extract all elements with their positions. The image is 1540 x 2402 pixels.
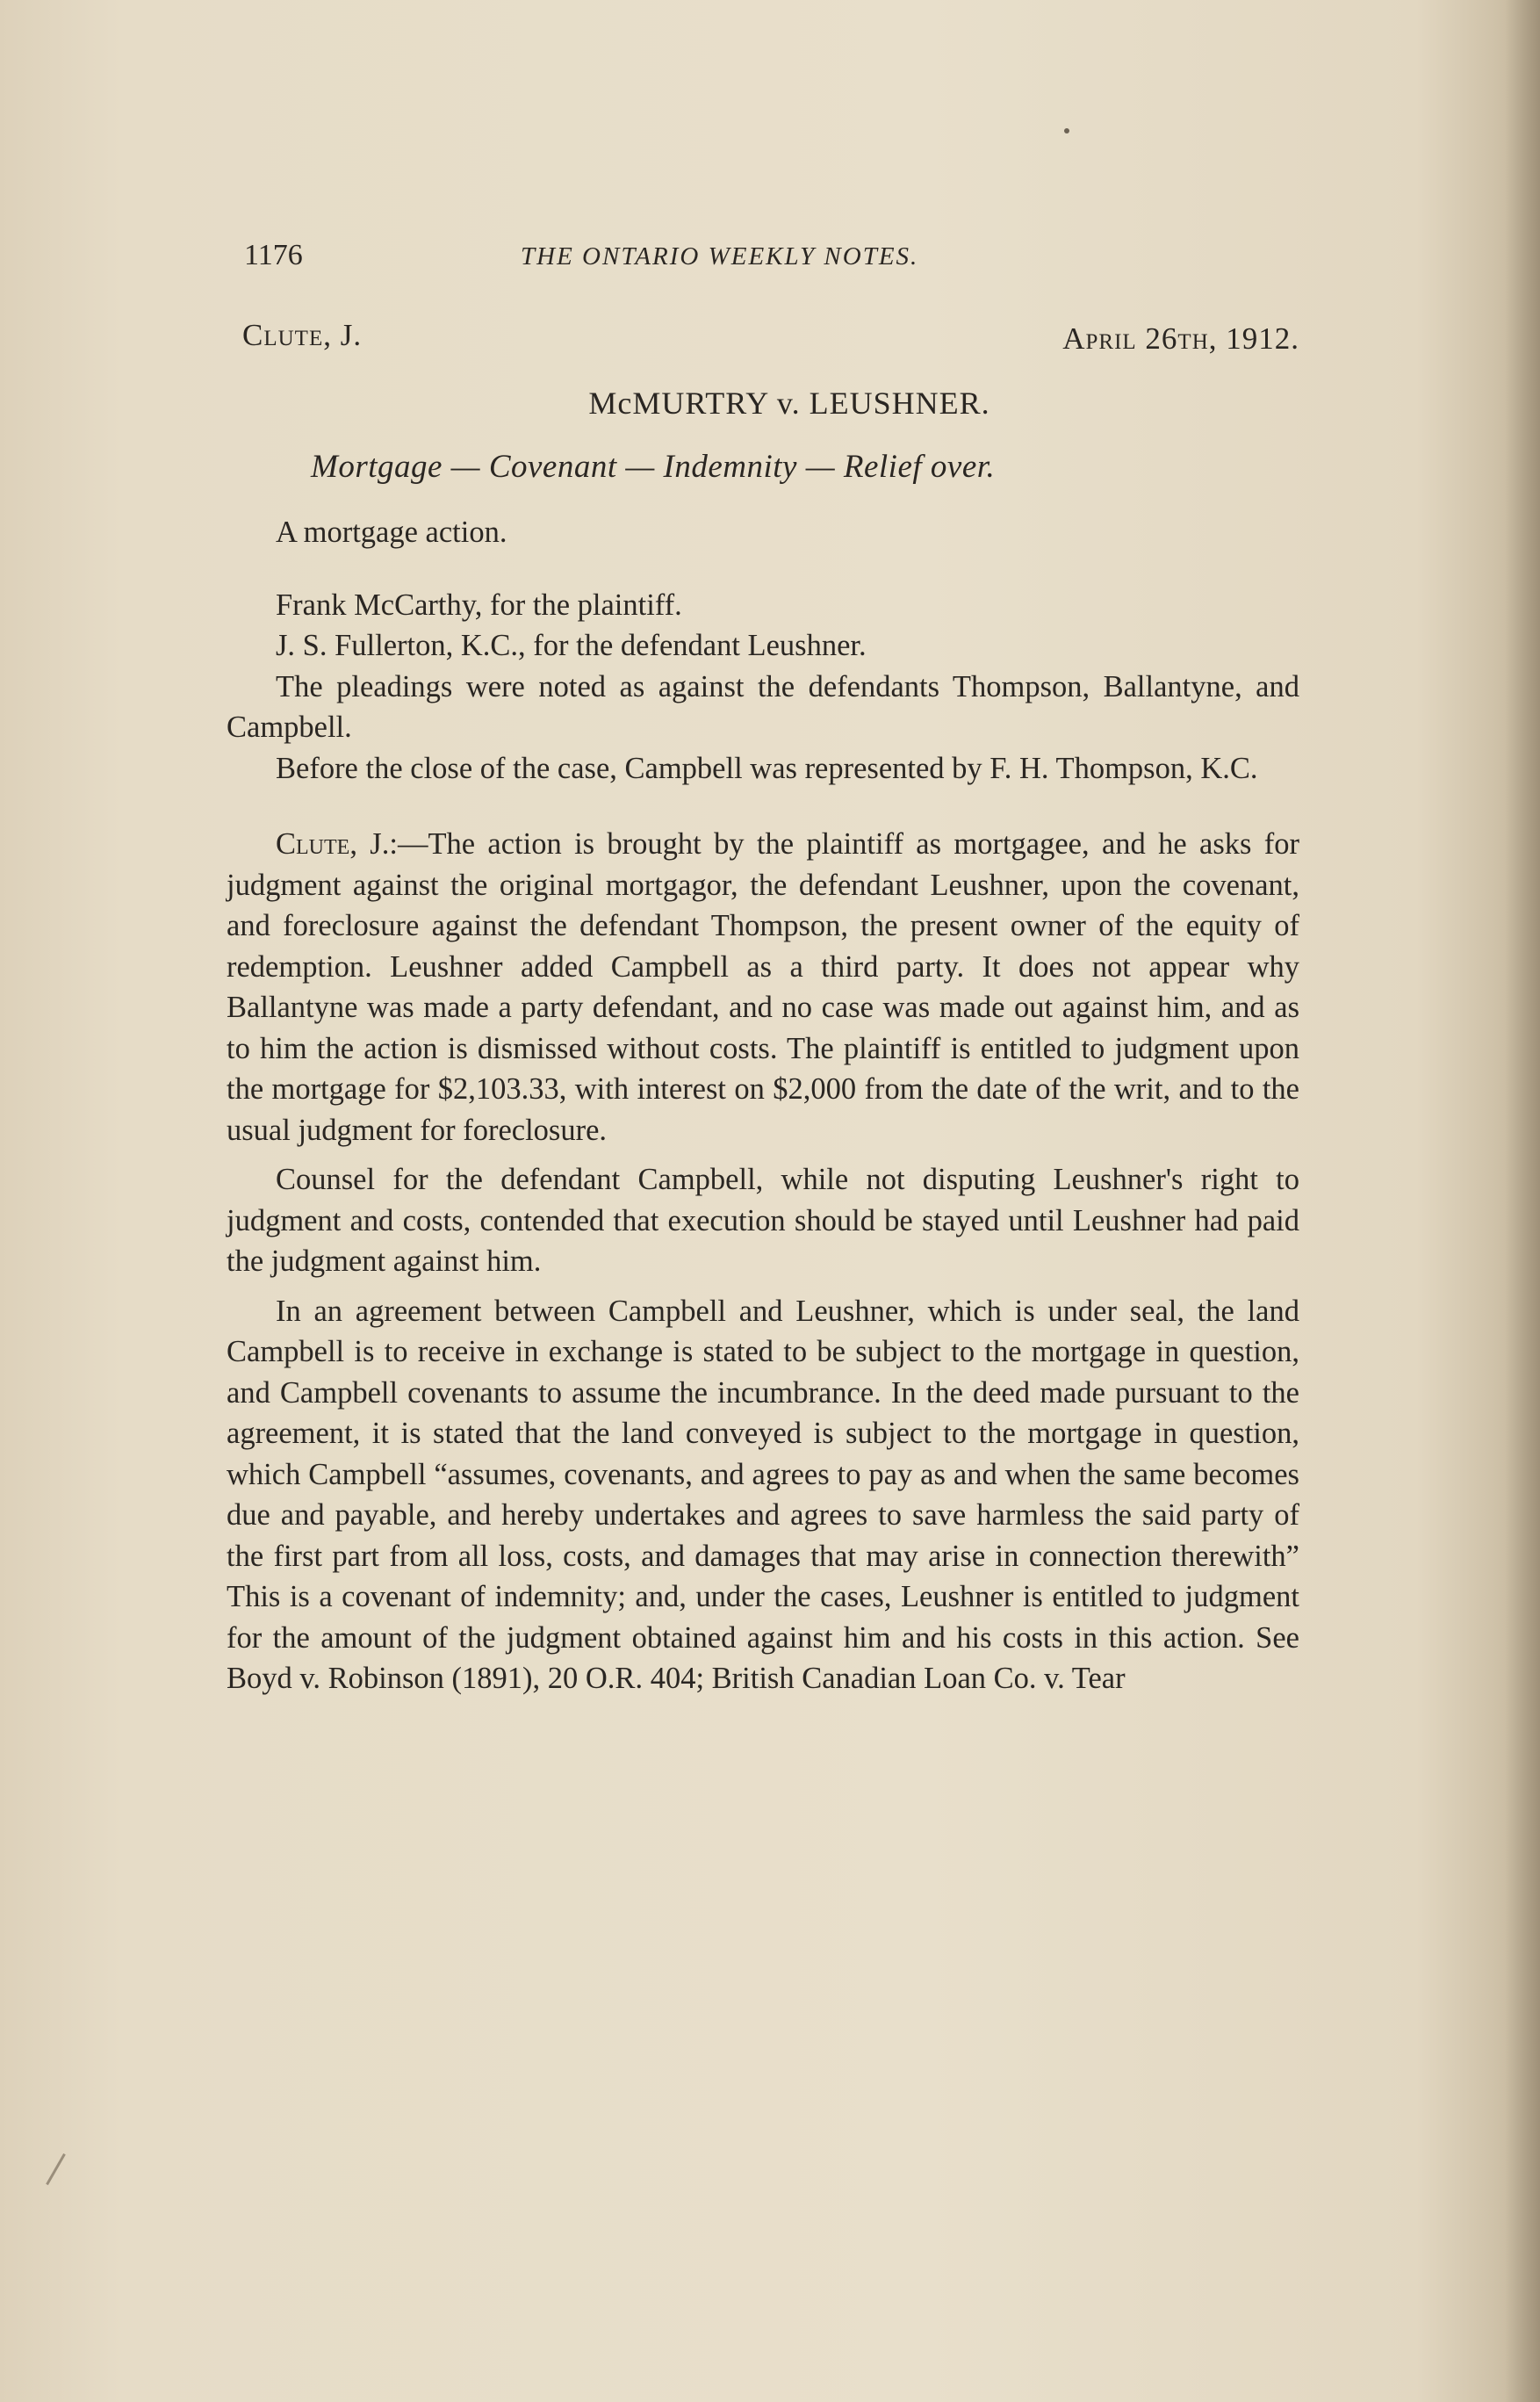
- judgment-paragraph-1-text: :—The action is brought by the plaintiff as mortgagee, and he asks for judgment against the original mortgagor, the defendant Leushner, upon the covenant, and foreclosure against the defendant Thompson, the present owner of the equity of redemption. Leushner added Campbell as a third party. It does not appear why Ballantyne was made a party defendant, and no case was made out against him, and as to him the action is dismissed without costs. The plaintiff is entitled to judgment upon the mortgage for $2,103.33, with interest on $2,000 from the date of the writ, and to the usual judgment for foreclosure.: [227, 827, 1300, 1147]
- decision-date: April 26th, 1912.: [1062, 321, 1299, 356]
- counsel-plaintiff: Frank McCarthy, for the plaintiff.: [276, 588, 682, 622]
- counsel-defendant: J. S. Fullerton, K.C., for the defendant Leushner.: [276, 629, 867, 662]
- judge-date-line: [227, 318, 1299, 371]
- judgment-paragraph-3: In an agreement between Campbell and Leushner, which is under seal, the land Campbell is to receive in exchange is stated to be subject to the mortgage in question, and Campbell covenants to assume the incumbrance. In the deed made pursuant to the agreement, it is stated that the land conveyed is subject to the mortgage in question, which Campbell “assumes, covenants, and agrees to pay as and when the same becomes due and payable, and hereby undertakes and agrees to save harmless the said party of the first part from all loss, costs, and damages that may arise in connection therewith” This is a covenant of indemnity; and, under the cases, Leushner is entitled to judgment for the amount of the judgment obtained against him and his costs in this action. See Boyd v. Robinson (1891), 20 O.R. 404; British Canadian Loan Co. v. Tear: [227, 1294, 1299, 1695]
- representation-note: Before the close of the case, Campbell was represented by F. H. Thompson, K.C.: [276, 751, 1258, 785]
- headnote: Mortgage — Covenant — Indemnity — Relief over.: [311, 449, 996, 485]
- page-content: [227, 230, 1299, 1699]
- action-description: A mortgage action.: [276, 516, 507, 549]
- running-head: [227, 230, 1299, 283]
- ink-speck: [1064, 128, 1069, 133]
- judge-name: Clute, J.: [242, 318, 363, 352]
- ink-stroke: [46, 2153, 66, 2185]
- judgment-paragraph-2: Counsel for the defendant Campbell, while not disputing Leushner's right to judgment and costs, contended that execution should be stayed until Leushner had paid the judgment against him.: [227, 1163, 1299, 1278]
- journal-title: THE ONTARIO WEEKLY NOTES.: [521, 242, 919, 270]
- page-number: 1176: [244, 239, 303, 271]
- judgment-paragraph-1: [227, 824, 1299, 1151]
- page-edge-shadow: [1505, 0, 1540, 2402]
- case-title: McMURTRY v. LEUSHNER.: [588, 386, 990, 421]
- judgment-judge-lead: Clute, J.: [276, 827, 390, 861]
- pleadings-note: The pleadings were noted as against the defendants Thompson, Ballantyne, and Campbell.: [227, 669, 1299, 744]
